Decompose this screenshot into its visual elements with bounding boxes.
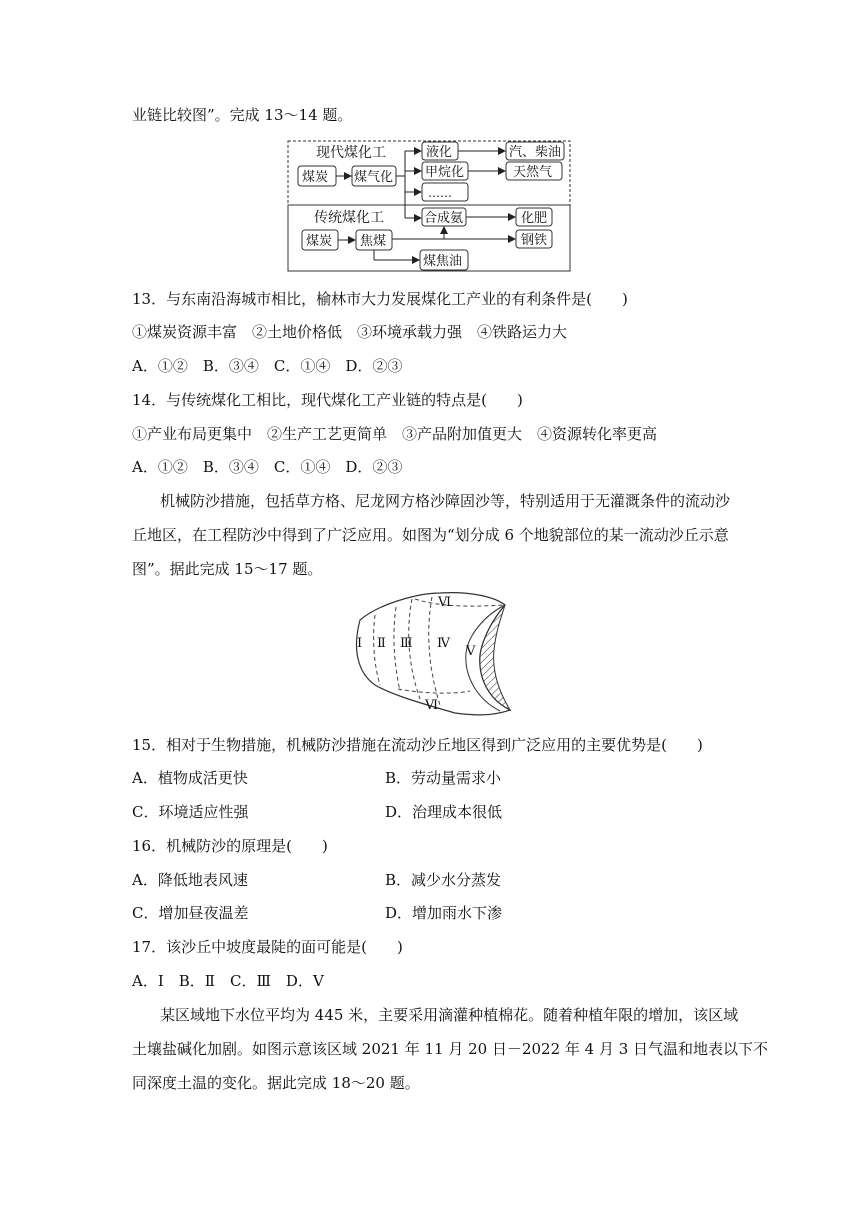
liquefaction-box: 液化 (426, 145, 453, 160)
label-IV: Ⅳ (437, 636, 450, 651)
q13-options: A．①② B．③④ C．①④ D．②③ (132, 357, 403, 375)
q15-option-a: A．植物成活更快 (132, 769, 248, 787)
coal-chain-diagram (0, 136, 860, 276)
q16-option-a: A．降低地表风速 (132, 871, 248, 889)
q15-option-d: D．治理成本很低 (385, 803, 503, 821)
methanation-box: 甲烷化 (425, 165, 465, 180)
label-V: Ⅴ (466, 644, 476, 659)
traditional-label: 传统煤化工 (314, 210, 384, 226)
coal-gasification-box: 煤气化 (354, 170, 394, 185)
dune-diagram (0, 585, 860, 725)
passage3-line2: 土壤盐碱化加剧。如图示意该区域 2021 年 11 月 20 日－2022 年 4 月 3 日气温和地表以下不 (132, 1040, 769, 1058)
q17-options: A．Ⅰ B．Ⅱ C．Ⅲ D．Ⅴ (132, 972, 324, 990)
passage2-line1: 机械防沙措施，包括草方格、尼龙网方格沙障固沙等，特别适用于无灌溉条件的流动沙 (160, 492, 731, 510)
q15-option-b: B．劳动量需求小 (385, 769, 502, 787)
q15-option-c: C．环境适应性强 (132, 803, 249, 821)
label-VI-top: Ⅵ (438, 595, 452, 610)
ellipsis-box: …… (428, 186, 452, 200)
q14-options: A．①② B．③④ C．①④ D．②③ (132, 458, 403, 476)
q13-items: ①煤炭资源丰富 ②土地价格低 ③环境承载力强 ④铁路运力大 (132, 323, 568, 341)
coal-modern-box: 煤炭 (302, 170, 329, 185)
q14-stem: 14．与传统煤化工相比，现代煤化工产业链的特点是( ) (132, 391, 523, 409)
fertilizer-box: 化肥 (521, 211, 548, 226)
intro-text: 业链比较图”。完成 13～14 题。 (132, 106, 353, 124)
label-VI-bottom: Ⅵ (425, 698, 439, 713)
coke-box: 焦煤 (360, 234, 387, 249)
ammonia-box: 合成氨 (424, 211, 464, 226)
q16-stem: 16．机械防沙的原理是( ) (132, 837, 328, 855)
q16-option-b: B．减少水分蒸发 (385, 871, 502, 889)
label-I: Ⅰ (357, 636, 363, 651)
q17-stem: 17．该沙丘中坡度最陡的面可能是( ) (132, 938, 403, 956)
passage3-line1: 某区域地下水位平均为 445 米，主要采用滴灌种植棉花。随着种植年限的增加，该区域 (160, 1006, 739, 1024)
passage3-line3: 同深度土温的变化。据此完成 18～20 题。 (132, 1074, 420, 1092)
label-II: Ⅱ (377, 636, 386, 651)
passage2-line2: 丘地区，在工程防沙中得到了广泛应用。如图为“划分成 6 个地貌部位的某一流动沙丘示意 (132, 526, 729, 544)
q16-option-d: D．增加雨水下渗 (385, 904, 503, 922)
steel-box: 钢铁 (521, 233, 548, 248)
passage2-line3: 图”。据此完成 15～17 题。 (132, 560, 323, 578)
gasoline-diesel-box: 汽、柴油 (509, 145, 562, 160)
modern-label: 现代煤化工 (316, 145, 386, 161)
q14-items: ①产业布局更集中 ②生产工艺更简单 ③产品附加值更大 ④资源转化率更高 (132, 425, 658, 443)
q16-option-c: C．增加昼夜温差 (132, 904, 249, 922)
label-III: Ⅲ (400, 636, 413, 651)
q13-stem: 13．与东南沿海城市相比，榆林市大力发展煤化工产业的有利条件是( ) (132, 290, 628, 308)
coal-tar-box: 煤焦油 (423, 254, 463, 269)
q15-stem: 15．相对于生物措施，机械防沙措施在流动沙丘地区得到广泛应用的主要优势是( ) (132, 736, 703, 754)
natural-gas-box: 天然气 (513, 165, 553, 180)
coal-traditional-box: 煤炭 (306, 234, 333, 249)
